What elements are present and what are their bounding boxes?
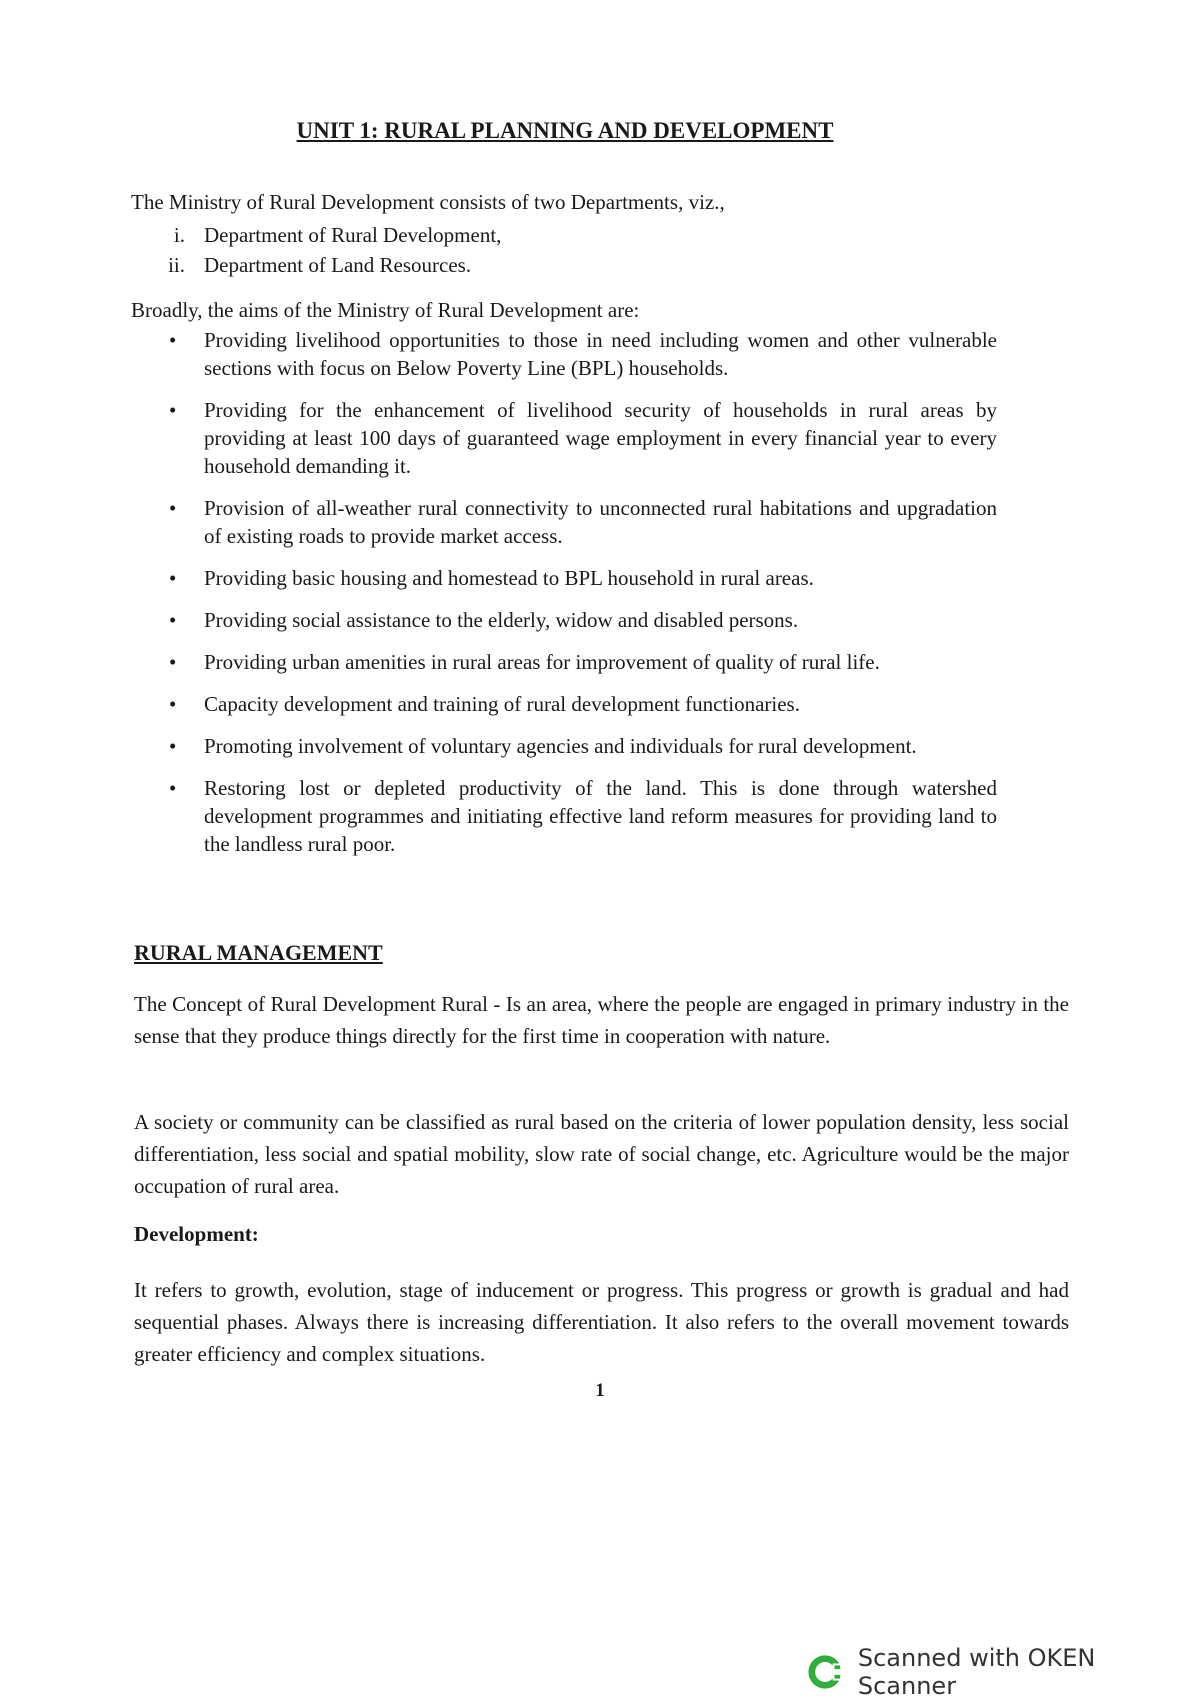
bullet-icon: •	[169, 496, 177, 520]
page-title: UNIT 1: RURAL PLANNING AND DEVELOPMENT	[296, 118, 834, 143]
bullet-icon: •	[169, 566, 177, 590]
oken-scanner-logo-icon	[808, 1653, 846, 1691]
bullet-icon: •	[169, 692, 177, 716]
scanner-watermark	[808, 1644, 1200, 1700]
department-text: Department of Rural Development,	[204, 223, 502, 247]
aim-text: Providing social assistance to the elderly, widow and disabled persons.	[204, 608, 799, 632]
aim-item	[131, 774, 997, 858]
scanner-watermark-text: Scanned with OKEN Scanner	[857, 1644, 1096, 1700]
aim-text: Provision of all-weather rural connectivity to unconnected rural habitations and upgradation of existing roads to provide market access.	[204, 496, 997, 548]
aims-intro-text: Broadly, the aims of the Ministry of Rural Development are:	[131, 298, 640, 322]
department-text: Department of Land Resources.	[204, 253, 472, 277]
paragraph-development: It refers to growth, evolution, stage of inducement or progress. This progress or growth is gradual and had sequential phases. Always there is increasing differentiation. It also refers to the overall movement towards greater efficiency and complex situations.	[134, 1278, 1069, 1366]
aim-text: Providing livelihood opportunities to those in need including women and other vulnerable sections with focus on Below Poverty Line (BPL) households.	[204, 328, 997, 380]
list-number: ii.	[168, 253, 185, 277]
bullet-icon: •	[169, 650, 177, 674]
aim-text: Capacity development and training of rural development functionaries.	[204, 692, 800, 716]
bullet-icon: •	[169, 734, 177, 758]
aim-item	[131, 606, 997, 634]
section-heading-rural-management: RURAL MANAGEMENT	[134, 940, 383, 965]
paragraph-rural-concept: The Concept of Rural Development Rural - Is an area, where the people are engaged in primary industry in the sense that they produce things directly for the first time in cooperation with nature.	[134, 992, 1069, 1048]
bullet-icon: •	[169, 328, 177, 352]
aim-text: Providing basic housing and homestead to BPL household in rural areas.	[204, 566, 814, 590]
sub-heading-development: Development:	[134, 1222, 259, 1246]
page-number: 1	[595, 1380, 605, 1401]
aim-item	[131, 326, 997, 382]
bullet-icon: •	[169, 398, 177, 422]
intro-text: The Ministry of Rural Development consists of two Departments, viz.,	[131, 190, 725, 214]
list-number: i.	[173, 223, 185, 247]
bullet-icon: •	[169, 608, 177, 632]
aim-item	[131, 732, 997, 760]
aim-text: Providing urban amenities in rural areas for improvement of quality of rural life.	[204, 650, 880, 674]
paragraph-rural-criteria: A society or community can be classified as rural based on the criteria of lower population density, less social differentiation, less social and spatial mobility, slow rate of social change, etc. Agriculture would be the major occupation of rural area.	[134, 1110, 1069, 1198]
aim-text: Providing for the enhancement of livelihood security of households in rural areas by providing at least 100 days of guaranteed wage employment in every financial year to every household demanding it.	[204, 398, 997, 478]
aim-item	[131, 690, 997, 718]
aim-text: Restoring lost or depleted productivity of the land. This is done through watershed development programmes and initiating effective land reform measures for providing land to the landless rural poor.	[204, 776, 997, 856]
aim-item	[131, 564, 997, 592]
aim-item	[131, 396, 997, 480]
bullet-icon: •	[169, 776, 177, 800]
aim-item	[131, 648, 997, 676]
aims-list	[131, 326, 997, 872]
aim-item	[131, 494, 997, 550]
aim-text: Promoting involvement of voluntary agencies and individuals for rural development.	[204, 734, 917, 758]
department-item	[131, 250, 501, 280]
department-item	[131, 220, 501, 250]
departments-list	[131, 220, 501, 280]
